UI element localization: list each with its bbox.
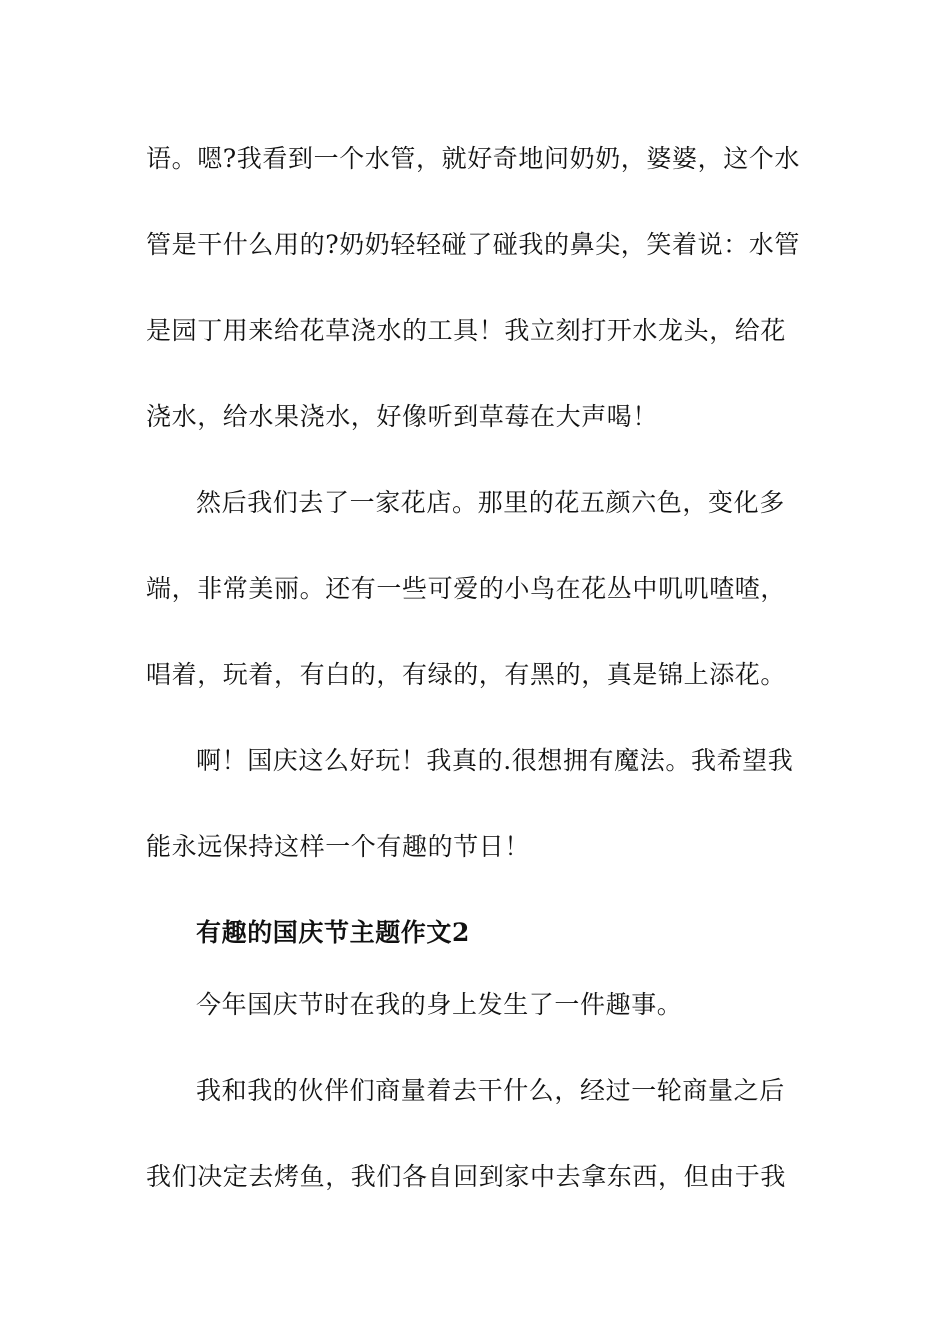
paragraph-line: 语。嗯?我看到一个水管，就好奇地问奶奶，婆婆，这个水 — [146, 144, 801, 173]
paragraph-line: 我和我的伙伴们商量着去干什么，经过一轮商量之后 — [196, 1076, 785, 1105]
paragraph-line: 啊！国庆这么好玩！我真的.很想拥有魔法。我希望我 — [196, 746, 794, 775]
paragraph-line: 今年国庆节时在我的身上发生了一件趣事。 — [196, 990, 683, 1019]
paragraph-line: 是园丁用来给花草浇水的工具！我立刻打开水龙头，给花 — [146, 316, 787, 345]
paragraph-line: 浇水，给水果浇水，好像听到草莓在大声喝！ — [146, 402, 659, 431]
paragraph-line: 然后我们去了一家花店。那里的花五颜六色，变化多 — [196, 488, 785, 517]
section-heading: 有趣的国庆节主题作文2 — [196, 918, 470, 947]
paragraph-line: 能永远保持这样一个有趣的节日！ — [146, 832, 531, 861]
paragraph-line: 管是干什么用的?奶奶轻轻碰了碰我的鼻尖，笑着说：水管 — [146, 230, 801, 259]
paragraph-line: 我们决定去烤鱼，我们各自回到家中去拿东西，但由于我 — [146, 1162, 787, 1191]
paragraph-line: 端，非常美丽。还有一些可爱的小鸟在花丛中叽叽喳喳， — [146, 574, 787, 603]
paragraph-line: 唱着，玩着，有白的，有绿的，有黑的，真是锦上添花。 — [146, 660, 787, 689]
